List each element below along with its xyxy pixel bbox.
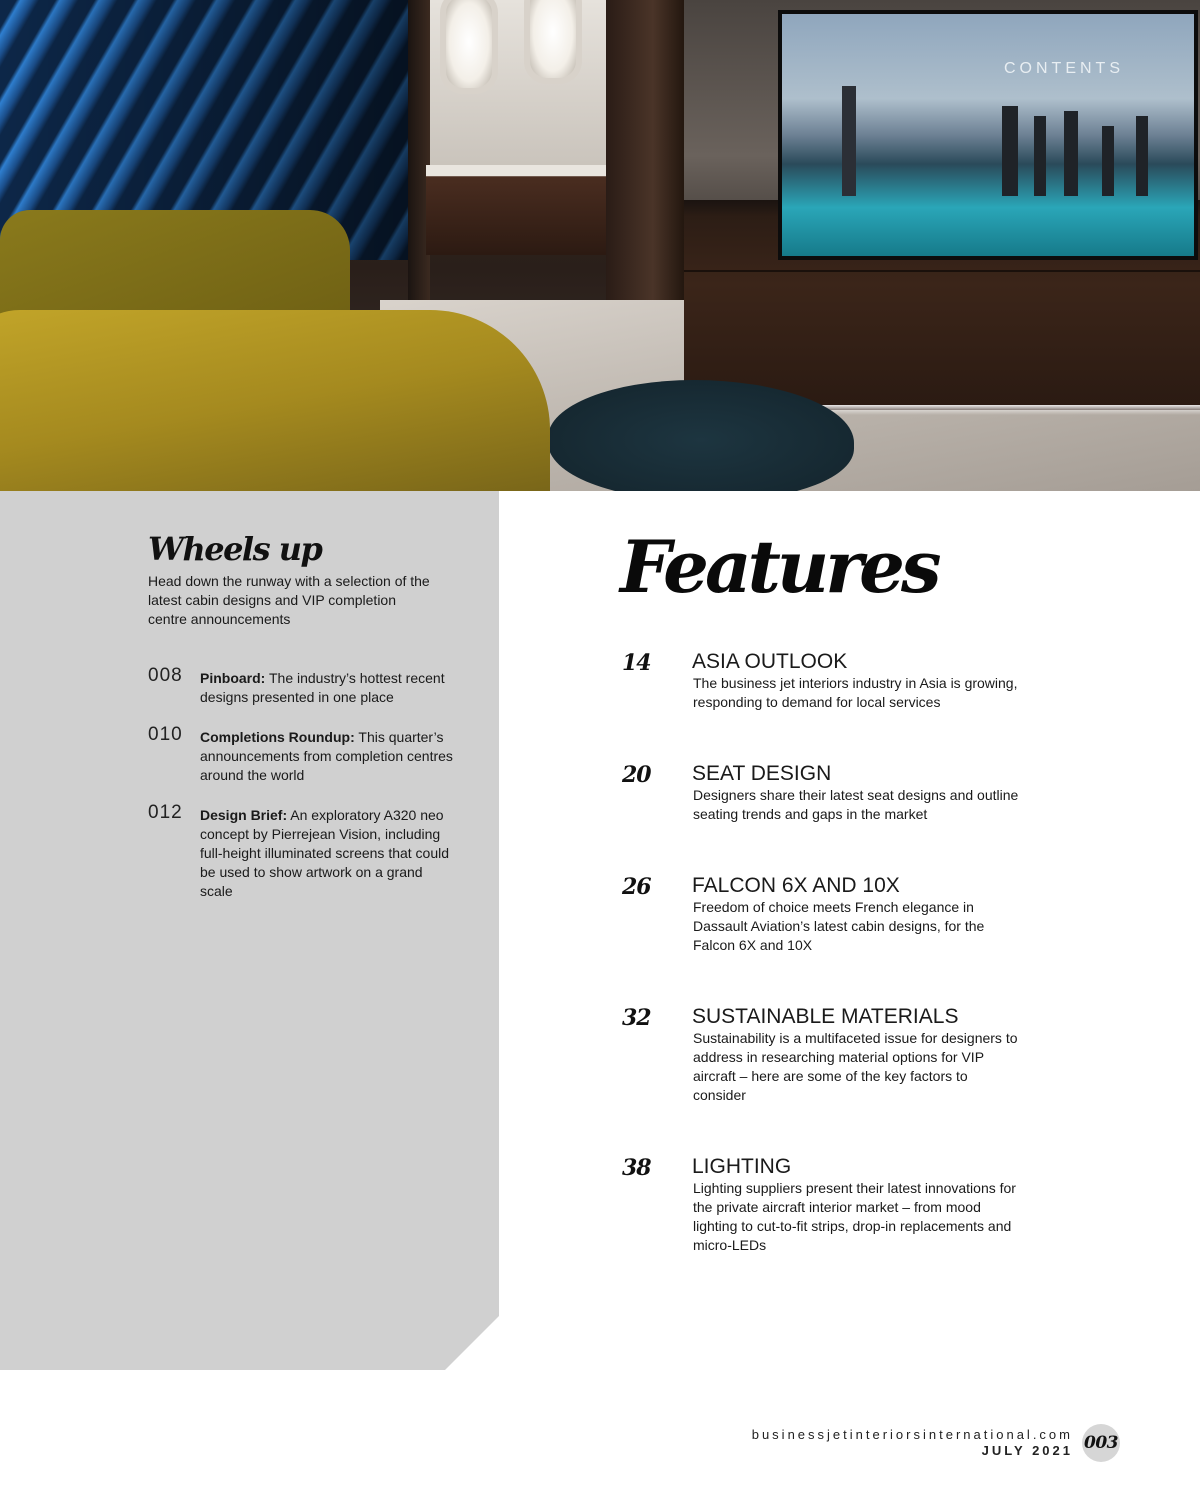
item-page-number: 008 bbox=[148, 665, 183, 686]
feature-description: Sustainability is a multifaceted issue for designers to address in researching material options for VIP aircraft – here are some of the key factors to consider bbox=[693, 1030, 1018, 1103]
feature-heading: SEAT DESIGN bbox=[692, 762, 832, 785]
wheels-up-title: Wheels up bbox=[148, 530, 322, 568]
page-number: 003 bbox=[1084, 1433, 1118, 1453]
large-screen bbox=[778, 10, 1198, 260]
item-page-number: 010 bbox=[148, 724, 183, 745]
item-text bbox=[200, 669, 458, 707]
cabin-pillar bbox=[408, 0, 430, 300]
item-text bbox=[200, 728, 458, 785]
item-page-number: 012 bbox=[148, 802, 183, 823]
feature-heading: SUSTAINABLE MATERIALS bbox=[692, 1005, 959, 1028]
screen-scene bbox=[802, 86, 1162, 196]
features-title: Features bbox=[620, 524, 938, 609]
feature-page-number: 14 bbox=[622, 650, 651, 676]
feature-heading: FALCON 6X AND 10X bbox=[692, 874, 900, 897]
feature-description: Designers share their latest seat designs and outline seating trends and gaps in the market bbox=[693, 787, 1019, 822]
item-description: The industry’s hottest recent designs presented in one place bbox=[200, 670, 445, 705]
item-text bbox=[200, 806, 458, 901]
item-label: Design Brief: bbox=[200, 807, 288, 823]
feature-page-number: 32 bbox=[622, 1005, 651, 1031]
footer-issue-date: JULY 2021 bbox=[981, 1443, 1073, 1458]
feature-description: Freedom of choice meets French elegance in Dassault Aviation’s latest cabin designs, for the Falcon 6X and 10X bbox=[693, 899, 985, 953]
cabin-window bbox=[440, 0, 498, 94]
feature-description: The business jet interiors industry in Asia is growing, responding to demand for local services bbox=[693, 675, 1018, 710]
feature-description: Lighting suppliers present their latest innovations for the private aircraft interior market – from mood lighting to cut-to-fit strips, drop-in replacements and micro-LEDs bbox=[693, 1180, 1016, 1253]
item-description: An exploratory A320 neo concept by Pierrejean Vision, including full-height illuminated screens that could be used to show artwork on a grand scale bbox=[200, 807, 450, 899]
item-label: Completions Roundup: bbox=[200, 729, 355, 745]
feature-page-number: 38 bbox=[622, 1155, 651, 1181]
feature-heading: ASIA OUTLOOK bbox=[692, 650, 848, 673]
hero-cabin-photo bbox=[0, 0, 1200, 491]
cabin-divider bbox=[606, 0, 684, 310]
side-credenza bbox=[426, 165, 608, 255]
wheels-up-description: Head down the runway with a selection of the latest cabin designs and VIP completion centre announcements bbox=[148, 573, 430, 627]
item-description: This quarter’s announcements from completion centres around the world bbox=[200, 729, 453, 783]
cabin-window bbox=[524, 0, 582, 84]
item-label: Pinboard: bbox=[200, 670, 266, 686]
sofa-seat bbox=[0, 310, 550, 491]
feature-heading: LIGHTING bbox=[692, 1155, 792, 1178]
feature-page-number: 26 bbox=[622, 874, 651, 900]
footer-website[interactable]: businessjetinteriorsinternational.com bbox=[751, 1427, 1073, 1442]
contents-label: CONTENTS bbox=[1004, 60, 1124, 77]
feature-page-number: 20 bbox=[622, 762, 651, 788]
page-number-badge bbox=[1082, 1424, 1120, 1462]
